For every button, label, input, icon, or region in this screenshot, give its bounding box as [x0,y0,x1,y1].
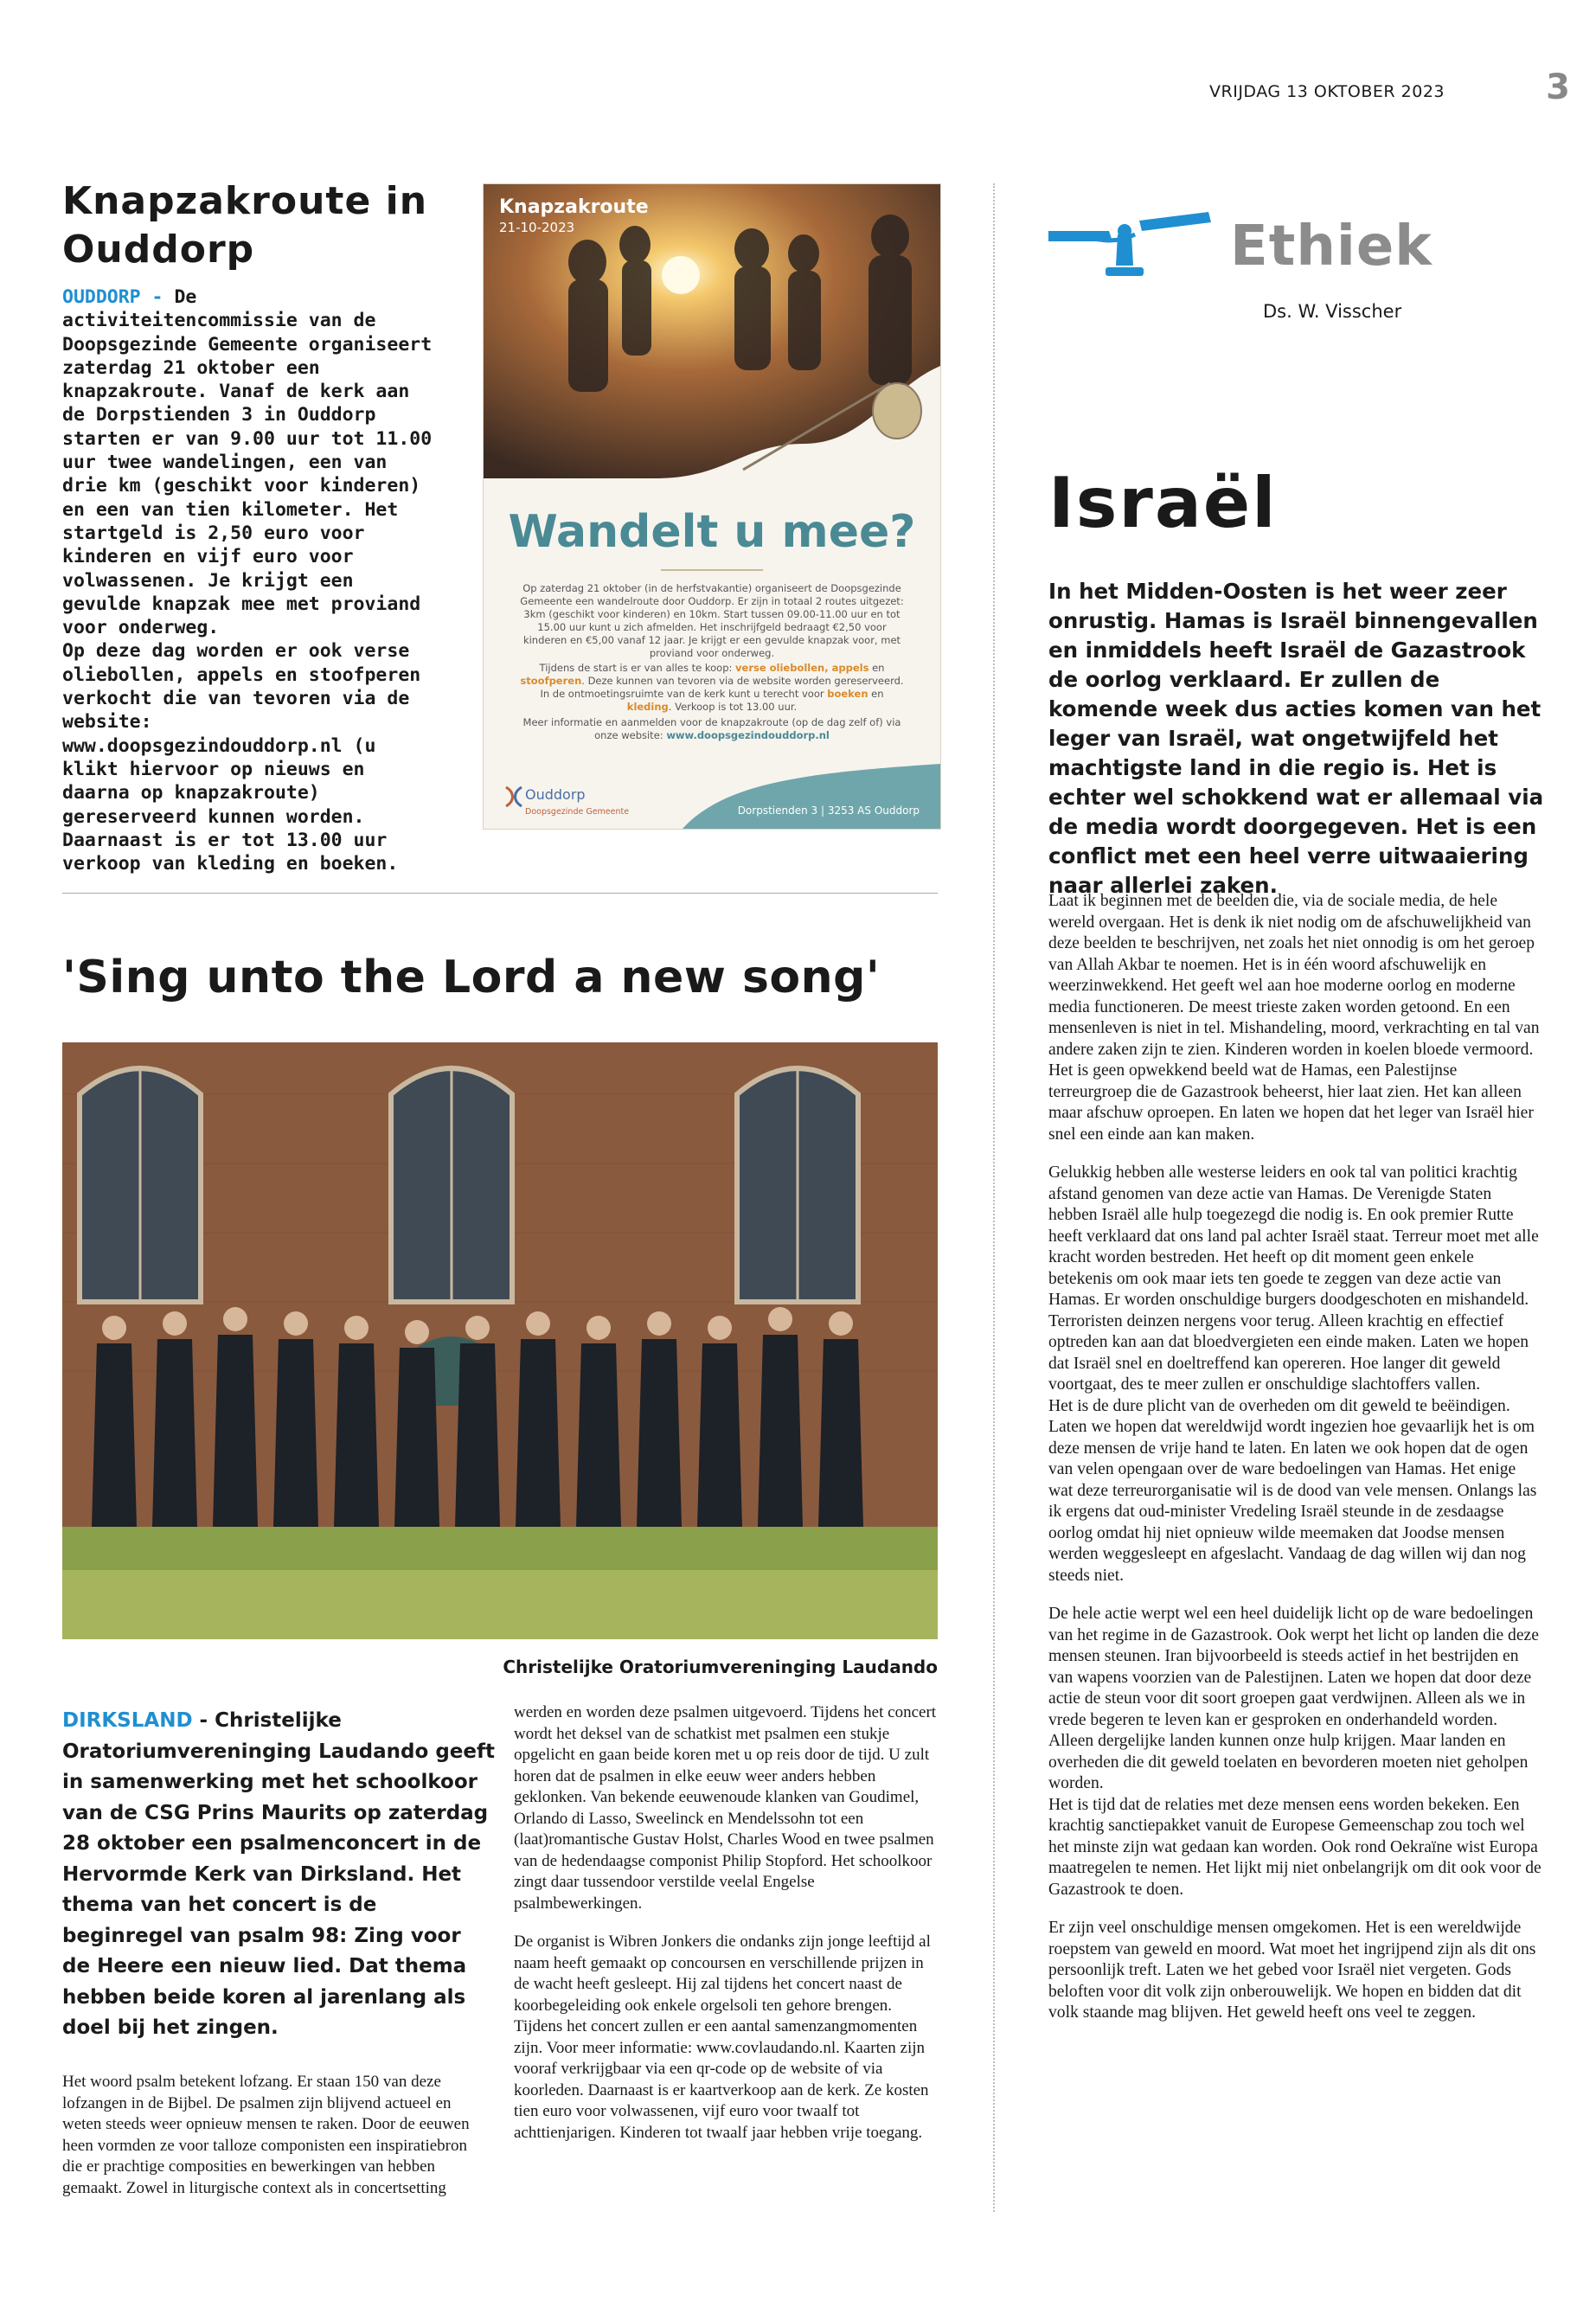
choir-lead [62,1706,495,2044]
israel-paragraph: Laat ik beginnen met de beelden die, via de sociale media, de hele wereld overgaan. Het is denk ik niet nodig om de afschuwelijkheid van deze beelden te beschrijven, net zoals het niet onnodig is om het geroep van Allah Akbar te noemen. Het is in één woord afschuwelijk en weerzinwekkend. Het geeft wel aan hoe moderne oorlog en moderne media functioneren. De meest trieste zaken worden getoond. En een mensenleven is niet in tel. Mishandeling, moord, verkrachting en tal van andere zaken zijn te zien. Kinderen worden in koelen bloede vermoord. Het is geen opwekkend beeld wat de Hamas, een Palestijnse terreurgroep die de Gazastrook beheerst, hier laat zien. Het kan alleen maar afschuw oproepen. En laten we hopen dat het leger van Israël hier snel een einde aan kan maken. [1048,892,1540,1144]
knapzak-text: De activiteitencommissie van de Doopsgezinde Gemeente organiseert zaterdag 21 oktober een knapzakroute. Vanaf de kerk aan de Dorpstienden 3 in Ouddorp starten er van 9.00 uur tot 11.00 uur twee wandelingen, een van drie km (geschikt voor kinderen) en een van tien kilometer. Het startgeld is 2,50 euro voor kinderen en vijf euro voor volwassenen. Je krijgt een gevulde knapzak mee met proviand voor onderweg. Op deze dag worden er ook verse oliebollen, appels en stoofperen verkocht die van tevoren via de website: www.doopsgezindouddorp.nl (u klikt hiervoor op nieuws en daarna op knapzakroute) gereserveerd kunnen worden. Daarnaast is er tot 13.00 uur verkoop van kleding en boeken. [62,286,433,875]
horizontal-divider [62,893,938,894]
choir-dateline: DIRKSLAND [62,1709,193,1732]
choir-title: 'Sing unto the Lord a new song' [62,952,881,1003]
section-label: Ethiek [1230,215,1433,279]
poster-rule [661,569,763,571]
poster-title: Knapzakroute [499,196,649,218]
church-logo-icon [503,784,525,810]
knapzak-dateline: OUDDORP - [62,286,175,308]
poster-sales: Tijdens de start is er van alles te koop: verse oliebollen, appels en stoofperen. Deze kunnen van tevoren via de website worden gereserveerd. In de ontmoetingsruimte van de kerk kunt u terecht voor boeken en kleding. Verkoop is tot 13.00 uur. [520,662,904,713]
issue-date: VRIJDAG 13 OKTOBER 2023 [1209,82,1445,101]
israel-paragraph: De hele actie werpt wel een heel duidelijk licht op de ware bedoelingen van het regime in de Gazastrook. Ook werpt het licht op landen die deze mensen steunen. Iran bijvoorbeeld is steeds actief in het bestrijden en van wapens voorzien van de Palestijnen. Laten we hopen dat door deze actie de steun voor dit soort groepen gaat verdwijnen. Alleen als we in vrede begeren te leven kan er gesproken en onderhandeld worden. Alleen dergelijke landen kunnen onze hulp krijgen. Maar landen en overheden die dit geweld toelaten en bevorderen moeten niet geholpen worden. Het is tijd dat de relaties met deze mensen eens worden bekeken. Een krachtig sanctiepakket vanuit de Europese Gemeenschap zou toch wel het minste zijn wat gedaan kan worden. Ook rond Oekraïne wist Europa maatregelen te nemen. Het lijkt mij niet onbelangrijk om dit ook voor de Gazastrook te doen. [1048,1605,1542,1899]
poster-address: Dorpstienden 3 | 3253 AS Ouddorp [737,804,920,817]
column-author: Ds. W. Visscher [1263,301,1402,322]
column-divider [993,183,995,2212]
poster-headline: Wandelt u mee? [508,506,916,558]
choir-photo-caption: Christelijke Oratoriumvereninging Laudando [503,1657,938,1677]
choir-lead-text: - Christelijke Oratoriumvereninging Laudando geeft in samenwerking met het schoolkoor van de CSG Prins Maurits op zaterdag 28 oktober een psalmenconcert in de Hervormde Kerk van Dirksland. Het thema van het concert is de beginregel van psalm 98: Zing voor de Heere een nieuw lied. Dat thema hebben beide koren al jarenlang als doel bij het zingen. [62,1709,495,2039]
israel-lead: In het Midden-Oosten is het weer zeer onrustig. Hamas is Israël binnengevallen en inmiddels heeft Israël de Gazastrook de oorlog verklaard. Er zullen de komende week dus acties komen van het leger van Israël, wat ongetwijfeld het machtigste land in die regio is. Het is echter wel schokkend wat er allemaal via de media wordt doorgegeven. Het is een conflict met een heel verre uitwaaiering naar allerlei zaken. [1048,579,1544,898]
choir-paragraph: Het woord psalm betekent lofzang. Er staan 150 van deze lofzangen in de Bijbel. De psalmen zijn blijvend actueel en weten steeds weer opnieuw mensen te raken. Door de eeuwen heen vormden ze voor talloze componisten een inspiratiebron die er prachtige composities en bewerkingen van hebben gemaakt. Zowel in liturgische context als in concertsetting [62,2073,470,2197]
knapzak-poster [483,183,941,830]
poster-website-link[interactable]: www.doopsgezindouddorp.nl [666,729,830,741]
israel-paragraph: Er zijn veel onschuldige mensen omgekomen. Het is een wereldwijde roepstem van geweld en moord. Wat moet het ingrijpend zijn als dit ons persoonlijk treft. Laten we het gebed voor Israël niet vergeten. Gods beloften voor dit volk zijn onberouwelijk. We hopen en bidden dat dit volk staande mag blijven. Het geweld heeft ons veel te zeggen. [1048,1919,1536,2022]
choir-photo-image [62,1042,938,1639]
poster-header [499,196,649,235]
israel-title: Israël [1048,463,1278,543]
knapzak-title: Knapzakroute in Ouddorp [62,179,428,272]
knapzak-body [62,285,443,875]
poster-date: 21-10-2023 [499,220,575,235]
choir-column-1 [62,2072,486,2216]
choir-photo [62,1042,938,1639]
page-number: 3 [1546,67,1570,107]
poster-info: Meer informatie en aanmelden voor de knapzakroute (op de dag zelf of) via onze website: www.doopsgezindouddorp.nl [522,716,901,741]
israel-body [1048,891,1542,2041]
poster-intro: Op zaterdag 21 oktober (in de herfstvakantie) organiseert de Doopsgezinde Gemeente een wandelroute door Ouddorp. Er zijn in totaal 2 routes uitgezet: 3km (geschikt voor kinderen) en 10km. Start tussen 09.00-11.00 uur en tot 15.00 uur kunt u zich afmelden. Het inschrijfgeld bedraagt €2,50 voor kinderen en €5,00 vanaf 12 jaar. Je krijgt er een gevulde knapzak voor, met proviand voor onderweg. [520,582,904,659]
choir-paragraph: De organist is Wibren Jonkers die ondanks zijn jonge leeftijd al naam heeft gemaakt op concoursen en verschillende prijzen in de wacht heeft gesleept. Hij zal tijdens het concert naast de koorbegeleiding ook enkele orgelsoli ten gehore brengen. Tijdens het concert zullen er een aantal samenzangmomenten zijn. Voor meer informatie: www.covlaudando.nl. Kaarten zijn vooraf verkrijgbaar via een qr-code op de website of via koorleden. Daarnaast is er kaartverkoop aan de kerk. Ze kosten tien euro voor volwassenen, vijf euro voor twaalf tot achttienjarigen. Kinderen tot twaalf jaar hebben vrije toegang. [514,1932,931,2142]
choir-column-2 [514,1702,938,2161]
scales-icon [1048,212,1213,281]
poster-logo-subtitle: Doopsgezinde Gemeente [525,807,630,817]
poster-logo-name: Ouddorp [525,786,586,803]
israel-paragraph: Gelukkig hebben alle westerse leiders en ook tal van politici krachtig afstand genomen van deze actie van Hamas. De Verenigde Staten hebben Israël alle hulp toegezegd die nodig is. En ook premier Rutte heeft verklaard dat ons land pal achter Israël staat. Terreur moet met alle kracht worden bestreden. Het heeft op dit moment geen enkele betekenis om ook maar iets ten goede te zeggen van deze actie van Hamas. Er worden onschuldige burgers doodgeschoten en mishandeld. Terroristen deinzen nergens voor terug. Alleen krachtig en effectief optreden kan aan dat bloedvergieten een einde maken. Laten we hopen dat Israël snel en doeltreffend kan opereren. Hoe langer dit geweld voortgaat, des te meer zullen er onschuldige slachtoffers vallen. Het is de dure plicht van de overheden om dit geweld te beëindigen. Laten we hopen dat wereldwijd wordt ingezien hoe gevaarlijk het is om deze mensen de vrije hand te laten. En laten we ook hopen dat de ogen van velen opengaan over de ware bedoelingen van Hamas. Het enige wat deze terreurorganisatie wil is de dood van vele mensen. Onlangs las ik ergens dat oud-minister Vredeling Israël steunde in de zesdaagse oorlog omdat hij niet opnieuw wilde meemaken dat Joodse mensen werden weggesleept en afgeslacht. Vandaag de dag willen wij dan nog steeds niet. [1048,1163,1539,1585]
choir-paragraph: werden en worden deze psalmen uitgevoerd. Tijdens het concert wordt het deksel van de schatkist met psalmen een stukje opgelicht en gaan beide koren met u op reis door de tijd. U zult horen dat de psalmen in elke eeuw weer anders hebben geklonken. Van bekende eeuwenoude klanken van Goudimel, Orlando di Lasso, Sweelinck en Mendelssohn tot een (laat)romantische Gustav Holst, Charles Wood en twee psalmen van de hedendaagse componist Philip Stopford. Het schoolkoor zingt daar tussendoor verstilde veelal Engelse psalmbewerkingen. [514,1703,937,1913]
